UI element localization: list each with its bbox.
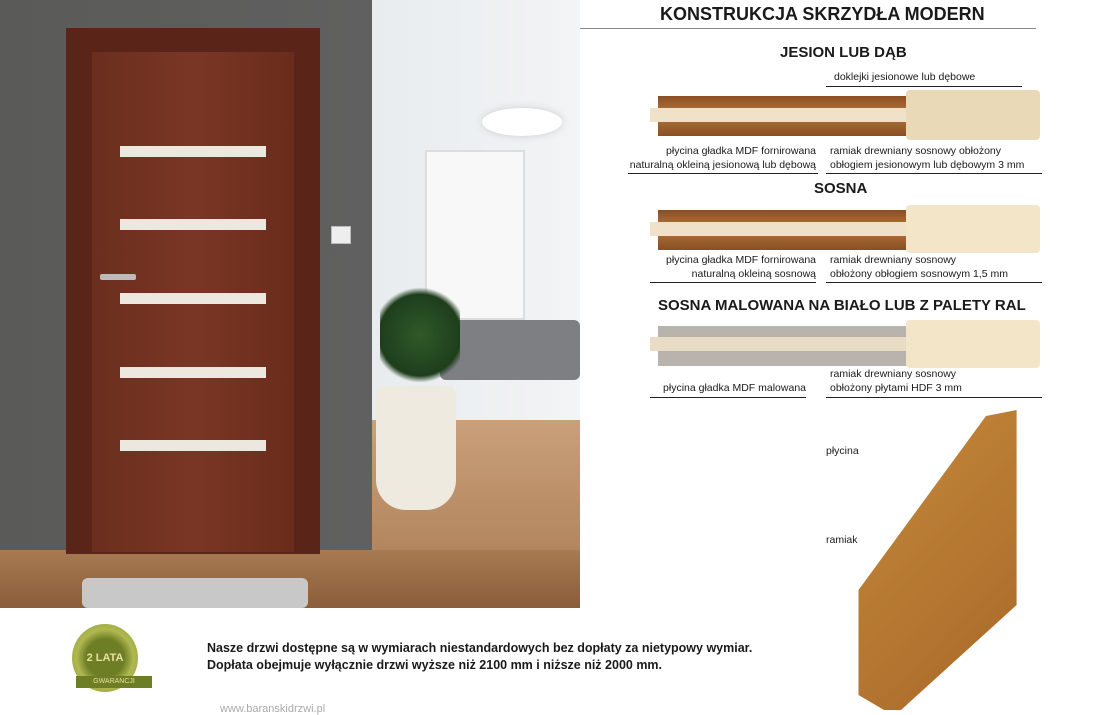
right-label [830,367,962,395]
size-note [207,640,752,674]
glass-strip [120,146,266,157]
label-line: płycina gładka MDF fornirowana [666,145,816,157]
label-line: ramiak drewniany sosnowy [830,368,957,380]
top-label: doklejki jesionowe lub dębowe [834,71,976,83]
pine-frame-block [906,320,1040,368]
label-underline [826,173,1042,174]
label-line: płycina gładka MDF fornirowana [666,254,816,266]
section-heading: JESION LUB DĄB [780,44,907,61]
section-heading: SOSNA MALOWANA NA BIAŁO LUB Z PALETY RAL [658,297,1026,314]
warranty-ribbon: GWARANCJI [76,676,152,688]
page-title: KONSTRUKCJA SKRZYDŁA MODERN [660,4,985,24]
glass-strip [120,293,266,304]
sofa [440,320,580,380]
panel-label: płycina [826,445,859,457]
label-underline [650,397,806,398]
label-line: naturalną okleiną sosnową [691,268,816,280]
glass-strip [120,367,266,378]
label-line: naturalną okleiną jesionową lub dębową [629,159,816,171]
left-label [610,144,816,172]
left-label [610,253,816,281]
pine-frame-block [906,205,1040,253]
right-label [830,144,1024,172]
plant [380,280,460,390]
mdf-panel-core [650,222,924,236]
vase [376,386,456,510]
note-line: Dopłata obejmuje wyłącznie drzwi wyższe niż 2100 mm i niższe niż 2000 mm. [207,658,663,672]
label-underline [826,86,1022,87]
note-line: Nasze drzwi dostępne są w wymiarach niestandardowych bez dopłaty za nietypowy wymiar. [207,641,753,655]
section-heading: SOSNA [814,180,868,197]
warranty-seal-text: 2 LATA [86,652,124,664]
mdf-panel-core [650,337,924,351]
light-switch [331,226,351,244]
label-line: ramiak drewniany sosnowy [830,254,957,266]
label-underline [650,282,816,283]
title-divider [580,28,1036,29]
mdf-panel-core [650,108,924,122]
pendant-lamp [482,108,562,136]
footer-url[interactable]: www.baranskidrzwi.pl [220,703,326,715]
right-label [830,253,1008,281]
label-underline [826,282,1042,283]
label-underline [826,397,1042,398]
label-line: obłożony płytami HDF 3 mm [830,382,962,394]
glass-strip [120,219,266,230]
door-handle [100,274,136,280]
label-line: obłogiem jesionowym lub dębowym 3 mm [830,159,1025,171]
frame-label: ramiak [826,534,858,546]
label-line: obłożony obłogiem sosnowym 1,5 mm [830,268,1008,280]
glass-strip [120,440,266,451]
rug [82,578,308,608]
door-profile-illustration [850,410,1020,710]
pine-frame-block [906,90,1040,140]
left-label: płycina gładka MDF malowana [663,382,806,394]
label-line: ramiak drewniany sosnowy obłożony [830,145,1001,157]
label-underline [628,173,818,174]
door-interior-photo [0,0,580,608]
